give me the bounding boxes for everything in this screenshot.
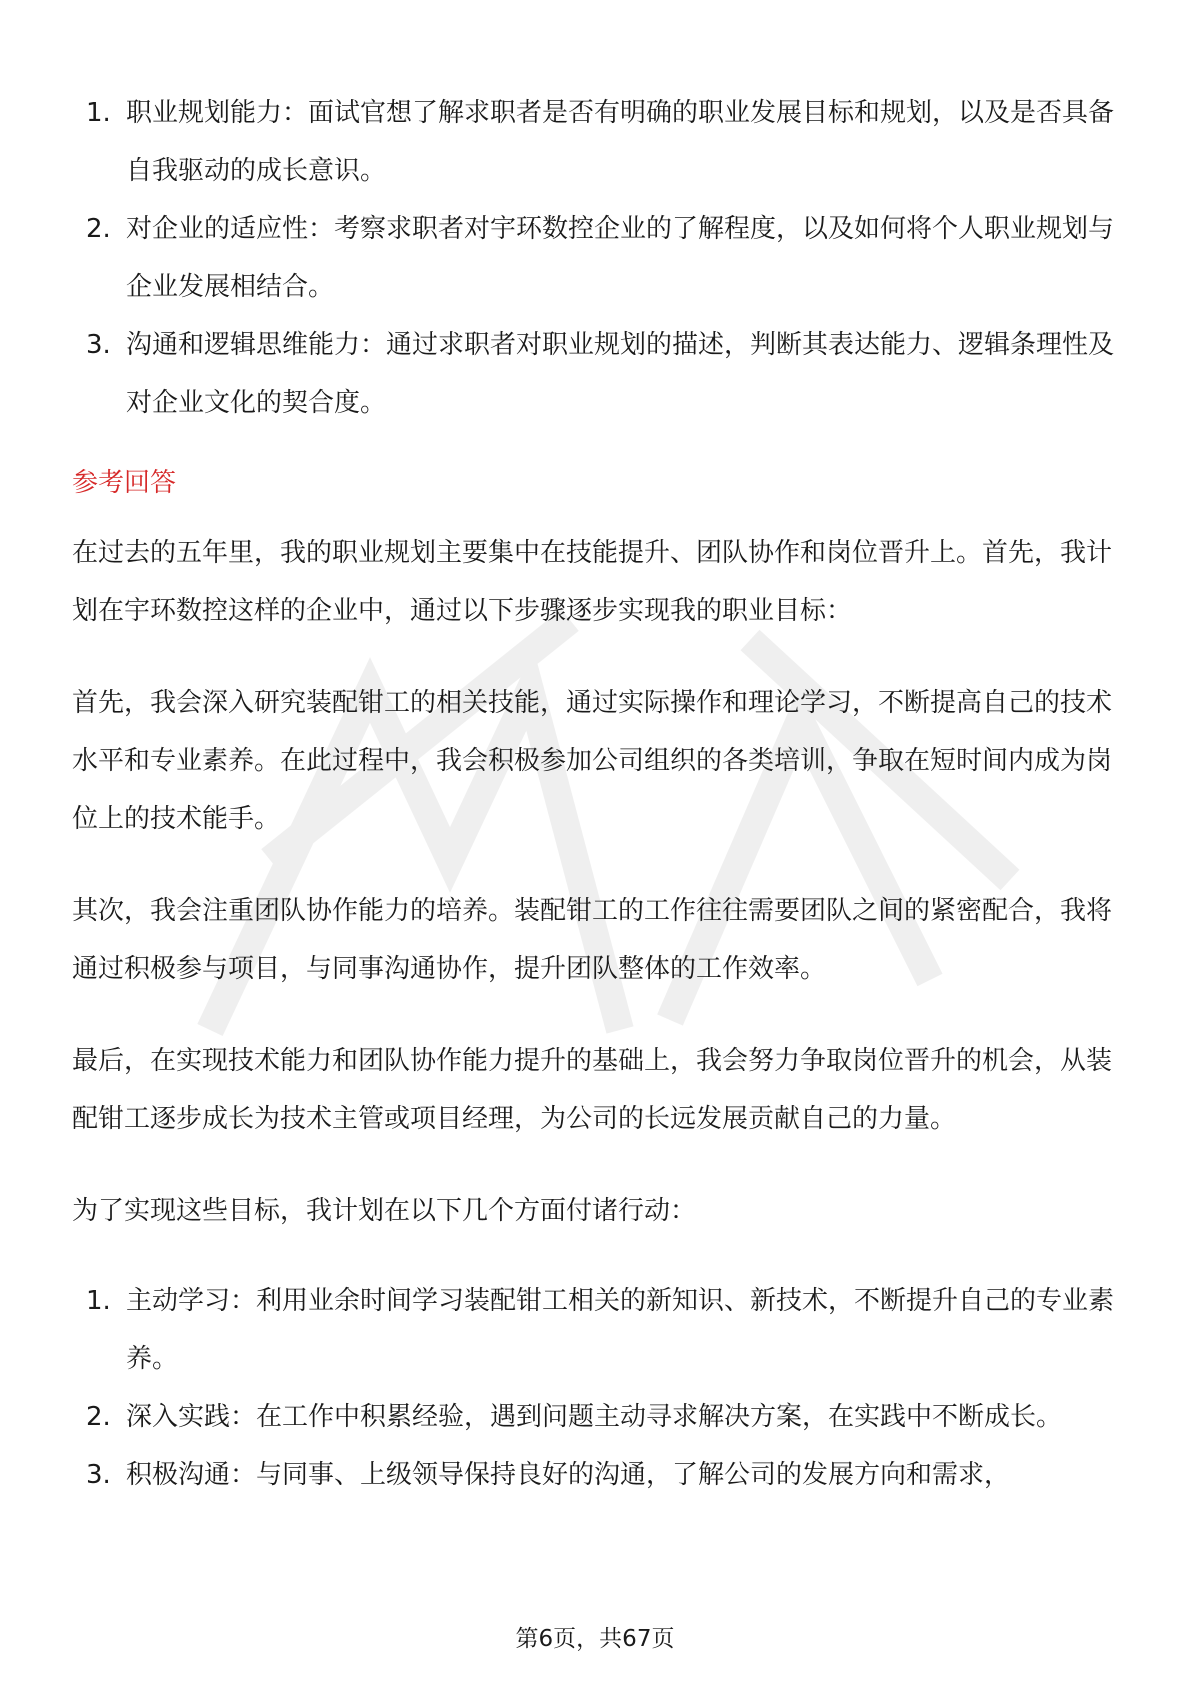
list-item: 1. 职业规划能力：面试官想了解求职者是否有明确的职业发展目标和规划，以及是否具备自我驱动的成长意识。 xyxy=(86,98,1115,186)
list-item: 2. 深入实践：在工作中积累经验，遇到问题主动寻求解决方案，在实践中不断成长。 xyxy=(86,1402,1063,1432)
document-page xyxy=(72,84,1116,1504)
paragraph: 其次，我会注重团队协作能力的培养。装配钳工的工作往往需要团队之间的紧密配合，我将通过积极参与项目，与同事沟通协作，提升团队整体的工作效率。 xyxy=(72,896,1113,984)
paragraph: 最后，在实现技术能力和团队协作能力提升的基础上，我会努力争取岗位晋升的机会，从装配钳工逐步成长为技术主管或项目经理，为公司的长远发展贡献自己的力量。 xyxy=(72,1046,1113,1134)
list-item: 3. 沟通和逻辑思维能力：通过求职者对职业规划的描述，判断其表达能力、逻辑条理性及对企业文化的契合度。 xyxy=(86,330,1115,418)
paragraph: 在过去的五年里，我的职业规划主要集中在技能提升、团队协作和岗位晋升上。首先，我计划在宇环数控这样的企业中，通过以下步骤逐步实现我的职业目标： xyxy=(72,538,1113,626)
page-number: 第6页，共67页 xyxy=(515,1626,675,1652)
list-item: 3. 积极沟通：与同事、上级领导保持良好的沟通，了解公司的发展方向和需求， xyxy=(86,1460,1011,1490)
list-item: 2. 对企业的适应性：考察求职者对宇环数控企业的了解程度，以及如何将个人职业规划与企业发展相结合。 xyxy=(86,214,1115,302)
paragraph: 首先，我会深入研究装配钳工的相关技能，通过实际操作和理论学习，不断提高自己的技术水平和专业素养。在此过程中，我会积极参加公司组织的各类培训，争取在短时间内成为岗位上的技术能手。 xyxy=(72,688,1113,834)
paragraph: 为了实现这些目标，我计划在以下几个方面付诸行动： xyxy=(72,1196,697,1226)
list-item: 1. 主动学习：利用业余时间学习装配钳工相关的新知识、新技术，不断提升自己的专业素养。 xyxy=(86,1286,1115,1374)
focus-list xyxy=(72,84,1116,432)
action-list xyxy=(72,1272,1116,1504)
section-title: 参考回答 xyxy=(72,468,177,498)
